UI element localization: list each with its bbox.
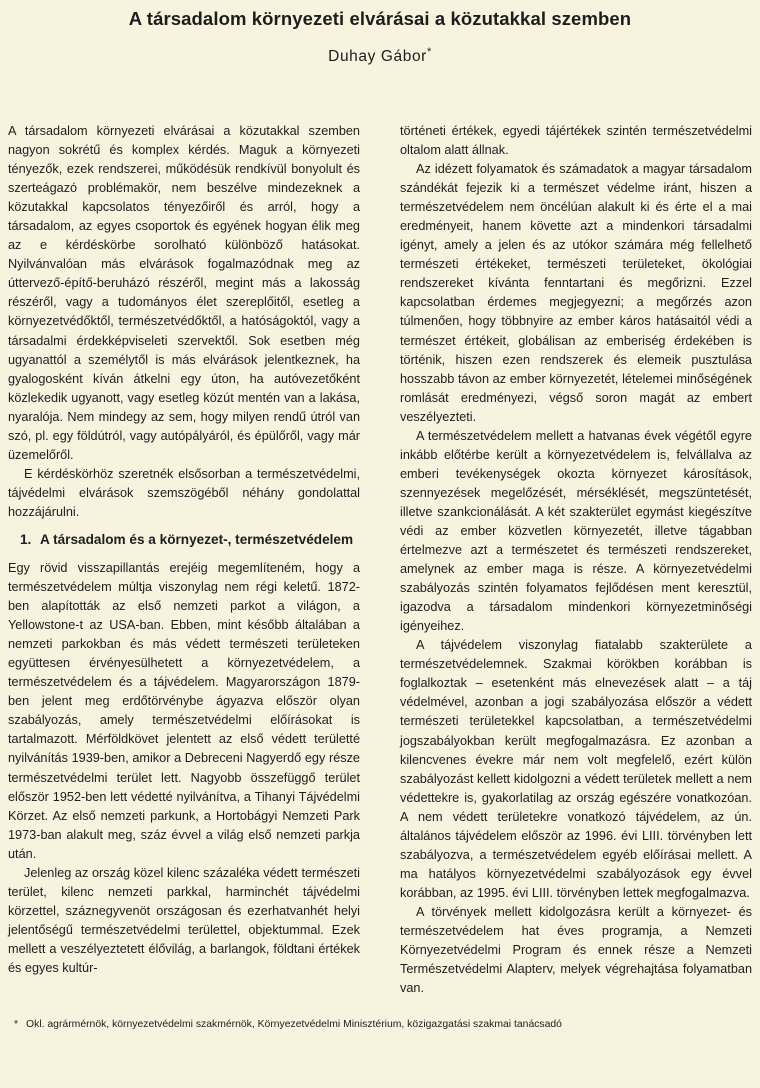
footnote-mark: *: [14, 1019, 19, 1030]
author-line: [0, 46, 760, 66]
section-number: 1.: [20, 531, 32, 547]
left-column: [8, 122, 360, 978]
footnote: [14, 1018, 714, 1032]
section-title: A társadalom és a környezet-, természetvédelem: [40, 531, 354, 547]
section-heading-1: [8, 530, 360, 549]
right-paragraph-3: A tájvédelem viszonylag fiatalabb szakterülete a természetvédelemnek. Szakmai körökben korábban is foglalkoztak – esetenként más elnevezések alatt – a táj védelmével, azonban a jogi szabályozása először a védett természeti területekkel kapcsolatban, a természetvédelmi jogszabályokban került megfogalmazásra. Ez azonban a kilencvenes évekre már nem volt megfelelő, ezért külön szabályozást kellett kidolgozni a védett területek mellett a nem védettekre is, gyakorlatilag az ország egészére vonatkozóan. A nem védett területekre vonatkozó tájvédelem, az ún. általános tájvédelem először az 1996. évi LIII. törvényben lett szabályozva, a természetvédelem egyéb előírásai mellett. A ma hatályos környezetvédelmi szabályozások egy évvel korábban, az 1995. évi LIII. törvényben lettek megfogalmazva.: [400, 638, 752, 900]
article-title: A társadalom környezeti elvárásai a közutakkal szemben: [128, 8, 632, 29]
author-footnote-mark: *: [426, 46, 432, 58]
right-paragraph-2: A természetvédelem mellett a hatvanas évek végétől egyre inkább előtérbe került a környezetvédelem is, felvállalva az emberi tevékenységek okozta környezet károsítások, szennyezések megelőzését, mérséklését, megszüntetését, illetve szankcionálását. A két szakterület egymást kiegészítve védi az ember közvetlen környezetét, illetve tágabban értelmezve azt a természetet és természeti rendszereket, amelynek az ember maga is része. A környezetvédelmi szabályozás szintén folyamatos fejlődésen ment keresztül, igazodva a társadalom mindenkori környezetminőségi igényeihez.: [400, 428, 752, 634]
continued-paragraph: történeti értékek, egyedi tájértékek szintén természetvédelmi oltalom alatt állnak.: [400, 124, 752, 158]
right-column: [400, 122, 752, 998]
intro-paragraph-2: E kérdéskörhöz szeretnék elsősorban a természetvédelmi, tájvédelmi elvárások szemszögéből néhány gondolattal hozzájárulni.: [8, 466, 360, 519]
section1-paragraph-1: Egy rövid visszapillantás erejéig megemlíteném, hogy a természetvédelem múltja viszonylag nem régi keletű. 1872-ben alapították az első nemzeti parkot a világon, a Yellowstone-t az USA-ban. Ebben, mint később általában a nemzeti parkokban és más védett természeti területeken együttesen érvényesülhetett a környezetvédelem, a természetvédelem és a tájvédelem. Magyarországon 1879-ben jelent meg erdőtörvénybe ágyazva először olyan szabályozás, amely természetvédelmi előírásokat is tartalmazott. Mérföldkövet jelentett az első védett területté nyilvánítás 1939-ben, amikor a Debreceni Nagyerdő egy része természetvédelmi terület lett. Nagyobb összefüggő terület először 1952-ben lett védetté nyilvánítva, a Tihanyi Tájvédelmi Körzet. Az első nemzeti parkunk, a Hortobágyi Nemzeti Park 1973-ban alakult meg, száz évvel a világ első nemzeti parkja után.: [8, 560, 360, 861]
section1-paragraph-2: Jelenleg az ország közel kilenc százaléka védett természeti terület, kilenc nemzeti parkkal, harminchét tájvédelmi körzettel, száznegyvenöt országosan és ezerhatvanhét helyi jelentőségű természetvédelmi területtel, objektummal. Ezek mellett a veszélyeztetett élővilág, a barlangok, földtani értékek és egyes kultúr-: [8, 865, 360, 975]
right-paragraph-1: Az idézett folyamatok és számadatok a magyar társadalom szándékát fejezik ki a természet védelme iránt, hiszen a természetvédelem nem öncélúan alakult ki és érte el a mai eredményeit, hanem követte azt a mindenkori társadalmi igényt, amely a jelen és az utókor számára még fellelhető természeti értékeket, természeti területeket, ökológiai rendszereket kívánta fenntartani és megőrizni. Ezzel kapcsolatban érdemes megjegyezni; a megőrzés azon túlmenően, hogy többnyire az ember káros hatásaitól védi a természet értékeit, globálisan az emberiség érdekében is történik, hiszen ezen rendszerek és elemeik pusztulása hosszabb távon az ember környezetét, lételemei minőségének romlását eredményezi, végső soron magát az embert veszélyezteti.: [400, 162, 752, 424]
author-name: Duhay Gábor: [328, 48, 427, 66]
footnote-text: Okl. agrármérnök, környezetvédelmi szakmérnök, Környezetvédelmi Minisztérium, közigazgatási szakmai tanácsadó: [26, 1019, 562, 1030]
right-paragraph-4: A törvények mellett kidolgozásra került a környezet- és természetvédelem hat éves programja, a Nemzeti Környezetvédelmi Program és ennek része a Nemzeti Természetvédelmi Alapterv, melyek végrehajtása folyamatban van.: [400, 904, 752, 996]
intro-paragraph-1: A társadalom környezeti elvárásai a közutakkal szemben nagyon sokrétű és komplex kérdés. Maguk a környezeti tényezők, ezek rendszerei, működésük rendkívül bonyolult és szerteágazó problémakör, nem beszélve mindezeknek a közutakkal kapcsolatos tényezőiről és arról, hogy a társadalom, az egyes csoportok és egyének hogyan élik meg az e kérdéskörbe sorolható különböző hatásokat. Nyilvánvalóan más elvárások fogalmazódnak meg az úttervező-építő-beruházó részéről, megint más a lakosság részéről, vagy a tudományos élet szereplőitől, esetleg a környezetvédőktől, természetvédőktől, a hatóságoktól, vagy a társadalmi érdekképviseleti szervektől. Sok esetben még ugyanattól a személytől is más elvárások jelentkeznek, ha gyalogosként kíván átkelni egy úton, ha autóvezetőként közlekedik ugyanott, vagy esetleg közút mentén van a lakása, nyaralója. Nem mindegy az sem, hogy milyen rendű útról van szó, pl. egy földútról, vagy autópályáról, és épülőről, vagy már üzemelőről.: [8, 124, 360, 462]
